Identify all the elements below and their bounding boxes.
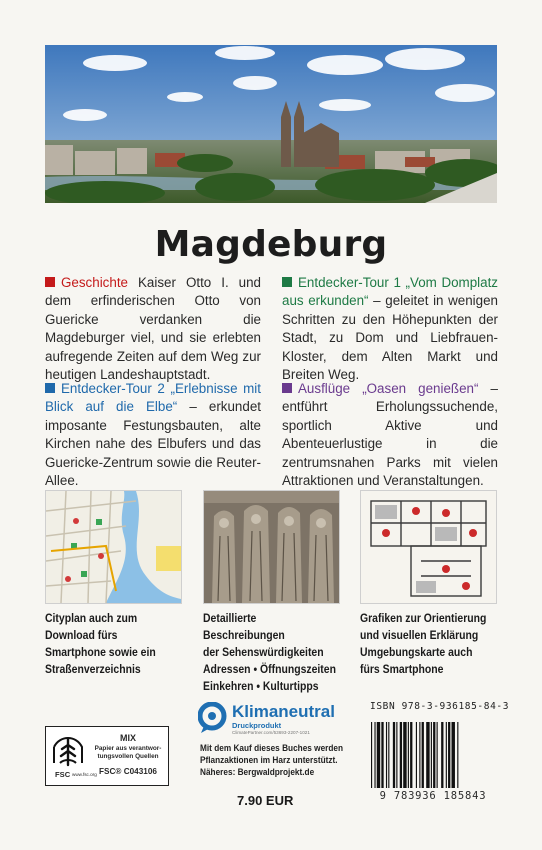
barcode-bar bbox=[457, 722, 458, 788]
section-geschichte bbox=[45, 274, 261, 384]
caption-line: Detaillierte Beschreibungen bbox=[203, 612, 285, 642]
cover-photo bbox=[45, 45, 497, 203]
barcode-bar bbox=[400, 722, 402, 788]
caption-line: fürs Smartphone bbox=[360, 663, 444, 676]
fsc-tree-icon bbox=[50, 731, 86, 771]
section-subtitle: „Oasen genießen“ bbox=[362, 381, 479, 396]
climate-partner-icon bbox=[198, 702, 228, 734]
section-text: Kaiser Otto I. und dem erfinderischen Otto von Guericke verdanken die Magdeburger viel, und sie erlebten aufregende Zeiten auf dem Weg zur heutigen Landeshauptstadt. bbox=[45, 275, 261, 383]
barcode-bar bbox=[396, 722, 397, 788]
section-subtitle: „Erlebnisse mit Blick auf die Elbe“ bbox=[45, 381, 261, 415]
isbn-number: ISBN 978-3-936185-84-3 bbox=[370, 701, 510, 712]
fsc-description bbox=[90, 745, 166, 760]
barcode-bar bbox=[403, 722, 406, 788]
barcode-bar bbox=[426, 722, 429, 788]
fsc-mix: MIX bbox=[119, 733, 136, 743]
floor-plan-thumbnail bbox=[360, 490, 497, 604]
klima-id: ClimatePartner.com/53693-2207-1021 bbox=[232, 730, 310, 735]
fsc-code: FSC® C043106 bbox=[99, 767, 157, 776]
section-subtitle: „Vom Domplatz aus erkunden“ bbox=[282, 275, 498, 309]
purple-square-icon bbox=[282, 383, 292, 393]
section-tour-2 bbox=[45, 380, 261, 490]
caption-line: der Sehenswürdigkeiten bbox=[203, 646, 324, 659]
caption-graphics bbox=[360, 610, 495, 678]
caption-line: und visuellen Erklärung bbox=[360, 629, 479, 642]
barcode-bar bbox=[441, 722, 443, 788]
red-square-icon bbox=[45, 277, 55, 287]
barcode-bar bbox=[393, 722, 395, 788]
barcode-bar bbox=[377, 722, 380, 788]
fsc-line: tungsvollen Quellen bbox=[97, 752, 159, 760]
barcode-bar bbox=[416, 722, 417, 788]
caption-line: Einkehren • Kulturtipps bbox=[203, 680, 319, 693]
fsc-web: www.fsc.org bbox=[72, 772, 97, 777]
barcode-bar bbox=[386, 722, 387, 788]
barcode-bar bbox=[419, 722, 420, 788]
barcode-bar bbox=[448, 722, 450, 788]
note-line: Näheres: Bergwaldprojekt.de bbox=[200, 767, 315, 778]
barcode-bar bbox=[433, 722, 435, 788]
barcode-bars bbox=[367, 722, 499, 792]
fsc-logo-text: FSC bbox=[55, 770, 71, 779]
barcode-bar bbox=[437, 722, 438, 788]
section-text: – erkundet imposante Festungsbauten, alte Kirchen nahe des Elbufers und das Guericke-Zentrum sowie die Reuter-Allee. bbox=[45, 399, 261, 489]
barcode-bar bbox=[371, 722, 372, 788]
section-tour-1 bbox=[282, 274, 498, 384]
note-line: Pflanzaktionen im Harz unterstützt. bbox=[200, 755, 338, 766]
barcode bbox=[367, 722, 499, 802]
sponsor-note bbox=[200, 743, 363, 779]
note-line: Mit dem Kauf dieses Buches werden bbox=[200, 743, 344, 754]
section-heading: Entdecker-Tour 2 bbox=[61, 381, 165, 396]
caption-line: Grafiken zur Orientierung bbox=[360, 612, 487, 625]
barcode-bar bbox=[422, 722, 424, 788]
barcode-bar bbox=[374, 722, 375, 788]
caption-line: Smartphone sowie ein bbox=[45, 646, 156, 659]
barcode-bar bbox=[381, 722, 383, 788]
section-text: – entführt Erholungssuchende, sportlich Aktive und Abenteuerlustige in die zentrumsnahen Parks mit vielen Attraktionen und Veranstaltungen. bbox=[282, 381, 498, 489]
fsc-label bbox=[45, 726, 169, 786]
barcode-bar bbox=[452, 722, 455, 788]
barcode-bar bbox=[388, 722, 389, 788]
barcode-bar bbox=[446, 722, 447, 788]
caption-line: Cityplan auch zum bbox=[45, 612, 138, 625]
barcode-bar bbox=[431, 722, 432, 788]
section-heading: Entdecker-Tour 1 bbox=[298, 275, 401, 290]
barcode-bar bbox=[408, 722, 409, 788]
caption-city-map bbox=[45, 610, 180, 678]
fsc-line: Papier aus verantwor- bbox=[94, 745, 162, 752]
section-heading: Geschichte bbox=[61, 275, 128, 290]
section-heading: Ausflüge bbox=[298, 381, 351, 396]
barcode-bar bbox=[410, 722, 412, 788]
caption-line: Download fürs bbox=[45, 629, 118, 642]
klima-name: Klimaneutral bbox=[232, 702, 335, 721]
caption-descriptions bbox=[203, 610, 338, 695]
klima-sub: Druckprodukt bbox=[232, 721, 282, 730]
green-square-icon bbox=[282, 277, 292, 287]
section-text: – geleitet in wenigen Schritten zu den Höhepunkten der Stadt, zu Dom und Liebfrauen-Kloster, dem Alten Markt und Breiten Weg. bbox=[282, 293, 499, 383]
price: 7.90 EUR bbox=[237, 793, 294, 808]
caption-line: Straßenverzeichnis bbox=[45, 663, 141, 676]
sculpture-photo-thumbnail bbox=[203, 490, 340, 604]
book-title: Magdeburg bbox=[154, 224, 388, 265]
caption-line: Umgebungskarte auch bbox=[360, 646, 473, 659]
section-ausfluege bbox=[282, 380, 498, 490]
barcode-digits: 9 783936 185843 bbox=[379, 790, 487, 802]
city-map-thumbnail bbox=[45, 490, 182, 604]
caption-line: Adressen • Öffnungszeiten bbox=[203, 663, 336, 676]
blue-square-icon bbox=[45, 383, 55, 393]
